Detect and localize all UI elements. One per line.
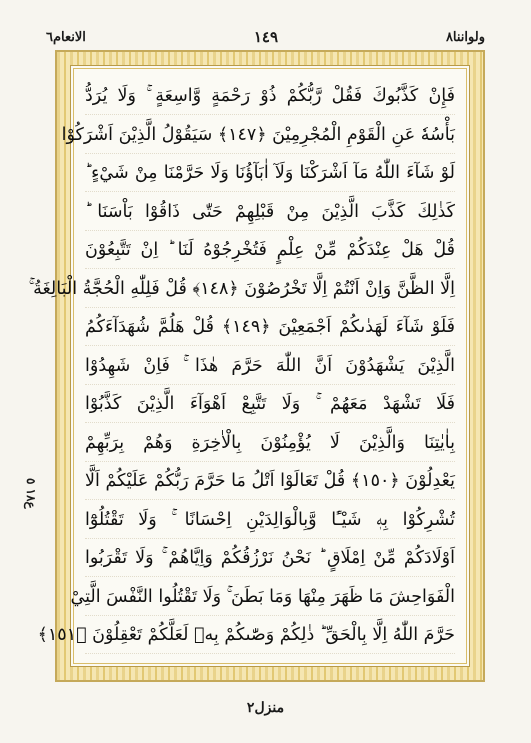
verse-line: قُلْ هَلْ عِنْدَكُمْ مِّنْ عِلْمٍ فَتُخْرِجُوْهُ لَنَا ؕ اِنْ تَتَّبِعُوْنَ — [85, 232, 455, 269]
juz-name: ولواننا٨ — [445, 29, 485, 45]
manzil-marker: منزل٢ — [246, 700, 285, 716]
verse-line: تُشْرِكُوْا بِهٖ شَيْـًٔا وَّبِالْوَالِدَيْنِ اِحْسَانًا ۚ وَلَا تَقْتُلُوْٓا — [85, 502, 455, 539]
verse-line: اَوْلَادَكُمْ مِّنْ اِمْلَاقٍ ؕ نَحْنُ نَرْزُقُكُمْ وَاِيَّاهُمْ ۚ وَلَا تَقْرَبُوا — [85, 540, 455, 577]
surah-name: الانعام٦ — [46, 29, 86, 45]
verse-line: فَإِنْ كَذَّبُوكَ فَقُلْ رَّبُّكُمْ ذُوْ رَحْمَةٍ وَّاسِعَةٍ ۚ وَلَا يُرَدُّ — [85, 78, 455, 115]
verse-line: فَلَا تَشْهَدْ مَعَهُمْ ۚ وَلَا تَتَّبِعْ اَهْوَآءَ الَّذِيْنَ كَذَّبُوْا — [85, 386, 455, 423]
verse-line: بَأْسُهٗ عَنِ الْقَوْمِ الْمُجْرِمِيْنَ ﴿١٤٧﴾ سَيَقُوْلُ الَّذِيْنَ اَشْرَكُوْا — [85, 117, 455, 154]
page-number: ١٤٩ — [253, 28, 279, 46]
verse-line: يَعْدِلُوْنَ ﴿١٥٠﴾ قُلْ تَعَالَوْا اَتْلُ مَا حَرَّمَ رَبُّكُمْ عَلَيْكُمْ اَلَّا — [85, 463, 455, 500]
verse-line: لَوْ شَآءَ اللّٰهُ مَآ اَشْرَكْنَا وَلَآ اٰبَآؤُنَا وَلَا حَرَّمْنَا مِنْ شَيْءٍ ؕ — [85, 155, 455, 192]
ruku-marker: ع١٨ ٥ — [24, 478, 38, 509]
verse-line: الْفَوَاحِشَ مَا ظَهَرَ مِنْهَا وَمَا بَطَنَ ۚ وَلَا تَقْتُلُوا النَّفْسَ الَّتِيْ — [85, 579, 455, 616]
verse-line: الَّذِيْنَ يَشْهَدُوْنَ اَنَّ اللّٰهَ حَرَّمَ هٰذَا ۚ فَاِنْ شَهِدُوْا — [85, 348, 455, 385]
page-header — [46, 26, 485, 48]
verse-line: كَذٰلِكَ كَذَّبَ الَّذِيْنَ مِنْ قَبْلِهِمْ حَتّٰى ذَاقُوْا بَاْسَنَا ؕ — [85, 194, 455, 231]
verse-line: فَلَوْ شَآءَ لَهَدٰىكُمْ اَجْمَعِيْنَ ﴿١٤٩﴾ قُلْ هَلُمَّ شُهَدَآءَكُمُ — [85, 309, 455, 346]
verse-line: بِاٰيٰتِنَا وَالَّذِيْنَ لَا يُؤْمِنُوْنَ بِالْاٰخِرَةِ وَهُمْ بِرَبِّهِمْ — [85, 425, 455, 462]
verse-line: اِلَّا الظَّنَّ وَاِنْ اَنْتُمْ اِلَّا تَخْرُصُوْنَ ﴿١٤٨﴾ قُلْ فَلِلّٰهِ الْحُجَّةُ الْبَالِغَةُ ۚ — [85, 271, 455, 308]
verse-line: حَرَّمَ اللّٰهُ اِلَّا بِالْحَقِّ ؕ ذٰلِكُمْ وَصّٰىكُمْ بِهٖ لَعَلَّكُمْ تَعْقِلُوْنَ ﴿١٥١﴾ — [85, 617, 455, 654]
